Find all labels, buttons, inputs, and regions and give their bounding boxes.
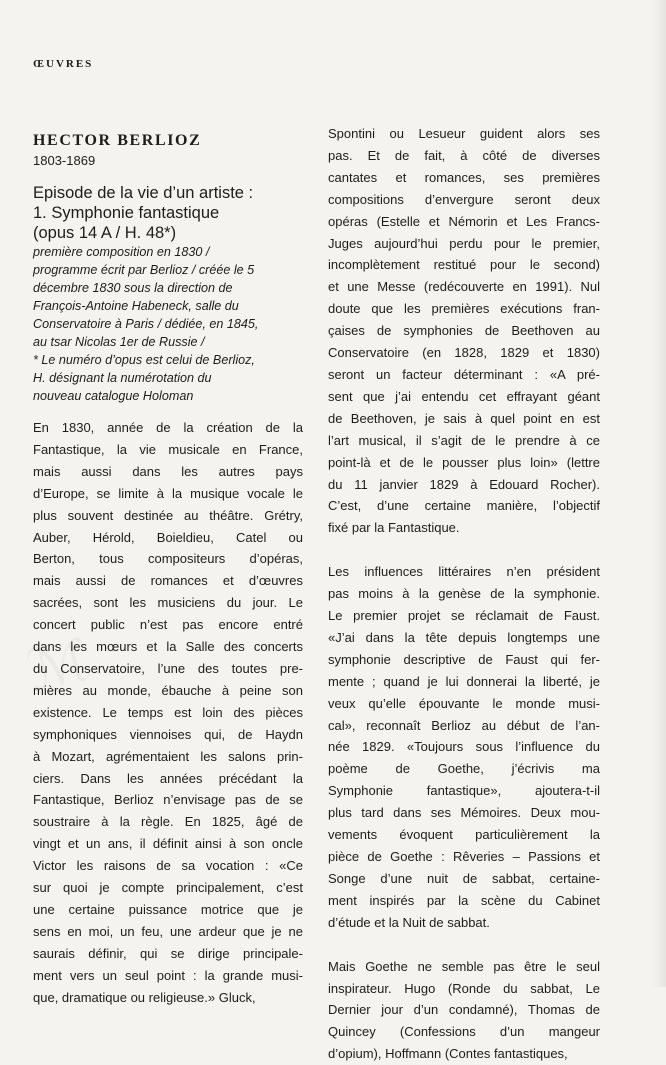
right-paragraph-3 — [328, 956, 600, 1065]
text-line: Conservatoire (en 1828, 1829 et 1830) — [328, 345, 600, 361]
running-head: ŒUVRES — [33, 58, 94, 70]
work-info-line: nouveau catalogue Holoman — [33, 389, 194, 403]
text-line: mières au monde, ébauche à peine son — [33, 682, 303, 698]
text-line: Spontini ou Lesueur guident alors ses — [328, 126, 600, 141]
text-line: à Mozart, agrémentaient les salons prin- — [33, 748, 303, 764]
text-line: symphoniques viennoises qui, de Haydn — [33, 726, 303, 742]
text-line: opéras (Estelle et Némorin et Les Francs- — [328, 213, 600, 229]
text-line: Fantastique, la vie musicale en France, — [33, 441, 303, 457]
work-title-line: (opus 14 A / H. 48*) — [33, 224, 177, 242]
work-info-line: * Le numéro d’opus est celui de Berlioz, — [33, 353, 255, 367]
work-info-line: programme écrit par Berlioz / créée le 5 — [33, 263, 255, 277]
text-line: poème de Goethe, j’écrivis ma — [328, 761, 600, 777]
text-line: point-là et de le pousser plus loin» (lettre — [328, 454, 600, 470]
text-line: seront un facteur déterminant : «A pré- — [328, 366, 600, 382]
text-line: compositions d’envergure seront deux — [328, 191, 600, 207]
text-line: mais aussi dans les autres pays — [33, 463, 303, 479]
text-line: de Beethoven, je sais à quel point en est — [328, 410, 600, 426]
work-info-line: au tsar Nicolas 1er de Russie / — [33, 335, 205, 349]
text-line: plus tard dans ses Mémoires. Deux mou- — [328, 805, 600, 821]
text-line: concert public n’est pas encore entré — [33, 617, 303, 633]
text-line: doute que les premières exécutions fran- — [328, 301, 600, 317]
text-line: veux qu’elle épouvante le monde musi- — [328, 695, 600, 711]
text-line: symphonie descriptive de Faust qui fer- — [328, 651, 600, 667]
text-line: C’est, d’une certaine manière, l’objectif — [328, 498, 600, 514]
text-line: Fantastique, Berlioz n’envisage pas de se — [33, 792, 303, 808]
right-column — [328, 123, 600, 1065]
work-info-line: première composition en 1830 / — [33, 245, 210, 259]
text-line: Juges aujourd’hui perdu pour le premier, — [328, 235, 600, 251]
text-line: ciers. Dans les années précédant la — [33, 770, 303, 786]
text-line: du Conservatoire, l’une des toutes pre- — [33, 660, 303, 676]
text-line: Mais Goethe ne semble pas être le seul — [328, 958, 600, 974]
right-paragraph-1 — [328, 123, 600, 539]
text-line: ment vers un seul point : la grande musi- — [33, 967, 303, 983]
text-line: Quincey (Confessions d’un mangeur — [328, 1024, 600, 1040]
work-title-line: Episode de la vie d’un artiste : — [33, 184, 254, 202]
text-line: Auber, Hérold, Boieldieu, Catel ou — [33, 529, 303, 545]
text-line: mais aussi de romances et d’œuvres — [33, 573, 303, 589]
text-line: Le premier projet se réclamait de Faust. — [328, 608, 600, 624]
text-line: «J’ai dans la tête depuis longtemps une — [328, 629, 600, 645]
text-line: Dernier jour d’un condamné), Thomas de — [328, 1002, 600, 1018]
text-line: sent que j’ai entendu cet effrayant géant — [328, 388, 600, 404]
text-line: existence. Le temps est loin des pièces — [33, 704, 303, 720]
work-info-line: décembre 1830 sous la direction de — [33, 281, 233, 295]
text-line: fixé par la Fantastique. — [328, 520, 460, 536]
text-line: plus souvent destinée au théâtre. Grétry, — [33, 507, 303, 523]
text-line: cantates et romances, ses premières — [328, 169, 600, 185]
text-line: soustraire à la règle. En 1825, âgé de — [33, 814, 303, 830]
text-line: mente ; quand je lui donnerai la liberté, je — [328, 673, 600, 689]
text-line: çaises de symphonies de Beethoven au — [328, 323, 600, 339]
page-edge-shadow — [652, 0, 666, 987]
text-line: Les influences littéraires n’en président — [328, 564, 600, 580]
text-line: l’art musical, il s’agit de le prendre à ce — [328, 432, 600, 448]
text-line: vingt et un ans, il définit ainsi à son oncle — [33, 836, 303, 852]
work-info-line: H. désignant la numérotation du — [33, 371, 212, 385]
text-line: sur quoi je compte principalement, c’est — [33, 880, 303, 896]
left-paragraph — [33, 417, 303, 1008]
work-info-line: Conservatoire à Paris / dédiée, en 1845, — [33, 317, 259, 331]
text-line: saurais définir, qui se dirige principale- — [33, 945, 303, 961]
work-info-line: François-Antoine Habeneck, salle du — [33, 299, 239, 313]
work-title-line: 1. Symphonie fantastique — [33, 204, 220, 222]
text-line: sens en moi, un feu, une ardeur que je ne — [33, 923, 303, 939]
text-line: pièce de Goethe : Rêveries – Passions et — [328, 849, 600, 864]
text-line: Songe d’une nuit de sabbat, certaine- — [328, 870, 600, 886]
text-line: pas. Et de fait, à côté de diverses — [328, 147, 600, 163]
text-line: et une Messe (redécouverte en 1991). Nul — [328, 279, 600, 295]
right-paragraph-2 — [328, 561, 600, 933]
text-line: d’opium), Hoffmann (Contes fantastiques, — [328, 1046, 568, 1062]
text-line: née 1829. «Toujours sous l’influence du — [328, 739, 600, 755]
composer-name: HECTOR BERLIOZ — [33, 132, 202, 149]
text-line: cal», reconnaît Berlioz au début de l’an- — [328, 717, 600, 733]
text-line: incomplètement restitué pour le second) — [328, 257, 600, 273]
text-line: inspirateur. Hugo (Ronde du sabbat, Le — [328, 980, 600, 996]
composer-dates: 1803-1869 — [33, 153, 96, 168]
text-line: une certaine puissance motrice que je — [33, 901, 303, 917]
text-line: d’étude et la Nuit de sabbat. — [328, 914, 490, 930]
text-line: du 11 janvier 1829 à Edouard Rocher). — [328, 476, 600, 492]
text-line: d’Europe, se limite à la musique vocale le — [33, 485, 303, 501]
text-line: Symphonie fantastique», ajoutera-t-il — [328, 783, 600, 799]
text-line: sacrées, sont les musiciens du jour. Le — [33, 595, 303, 611]
work-title — [33, 183, 303, 243]
text-line: pas moins à la genèse de la symphonie. — [328, 586, 600, 602]
text-line: En 1830, année de la création de la — [33, 420, 303, 435]
text-line: que, dramatique ou religieuse.» Gluck, — [33, 989, 256, 1005]
left-column — [33, 131, 303, 1008]
text-line: Victor les raisons de sa vocation : «Ce — [33, 858, 303, 874]
text-line: ment inspirés par la scène du Cabinet — [328, 892, 600, 908]
text-line: dans les mœurs et la Salle des concerts — [33, 639, 303, 655]
text-line: vements évoquent particulièrement la — [328, 827, 600, 843]
text-line: Berton, tous compositeurs d’opéras, — [33, 551, 303, 567]
work-info — [33, 243, 303, 405]
